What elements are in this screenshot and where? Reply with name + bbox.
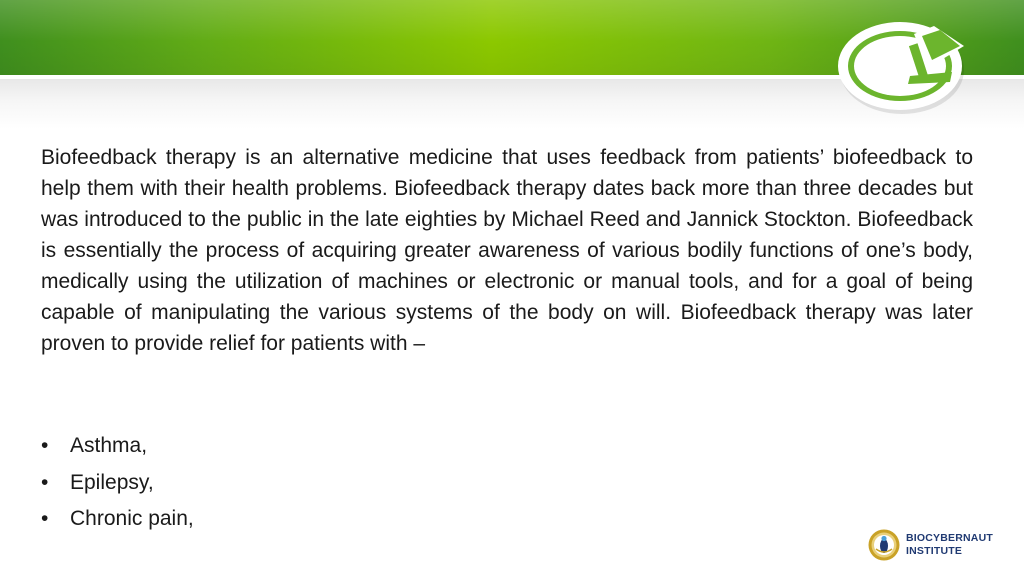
- list-item-label: Asthma,: [70, 434, 148, 457]
- brand-name-line1: BIOCYBERNAUT: [906, 532, 993, 544]
- biocybernaut-emblem-icon: [868, 529, 900, 561]
- list-item-label: Epilepsy,: [70, 470, 154, 494]
- list-item-label: Chronic pain,: [70, 507, 194, 530]
- condition-list: [41, 430, 194, 540]
- green-pie-chart-logo-icon: [836, 14, 982, 118]
- bullet-icon: •: [41, 507, 49, 530]
- list-item: [41, 503, 194, 540]
- bullet-icon: •: [41, 434, 49, 457]
- list-item: [41, 467, 194, 504]
- bullet-icon: •: [41, 470, 49, 494]
- brand-name-line2: INSTITUTE: [906, 545, 963, 557]
- brand-name: [906, 532, 993, 558]
- brand-logo: [868, 528, 1008, 562]
- list-item: [41, 430, 194, 467]
- body-paragraph: Biofeedback therapy is an alternative medicine that uses feedback from patients’ biofeedback to help them with their health problems. Biofeedback therapy dates back more than three decades but was introduced to the public in the late eighties by Michael Reed and Jannick Stockton. Biofeedback is essentially the process of acquiring greater awareness of various bodily functions of one’s body, medically using the utilization of machines or electronic or manual tools, and for a goal of being capable of manipulating the various systems of the body on will. Biofeedback therapy was later proven to provide relief for patients with –: [41, 146, 973, 355]
